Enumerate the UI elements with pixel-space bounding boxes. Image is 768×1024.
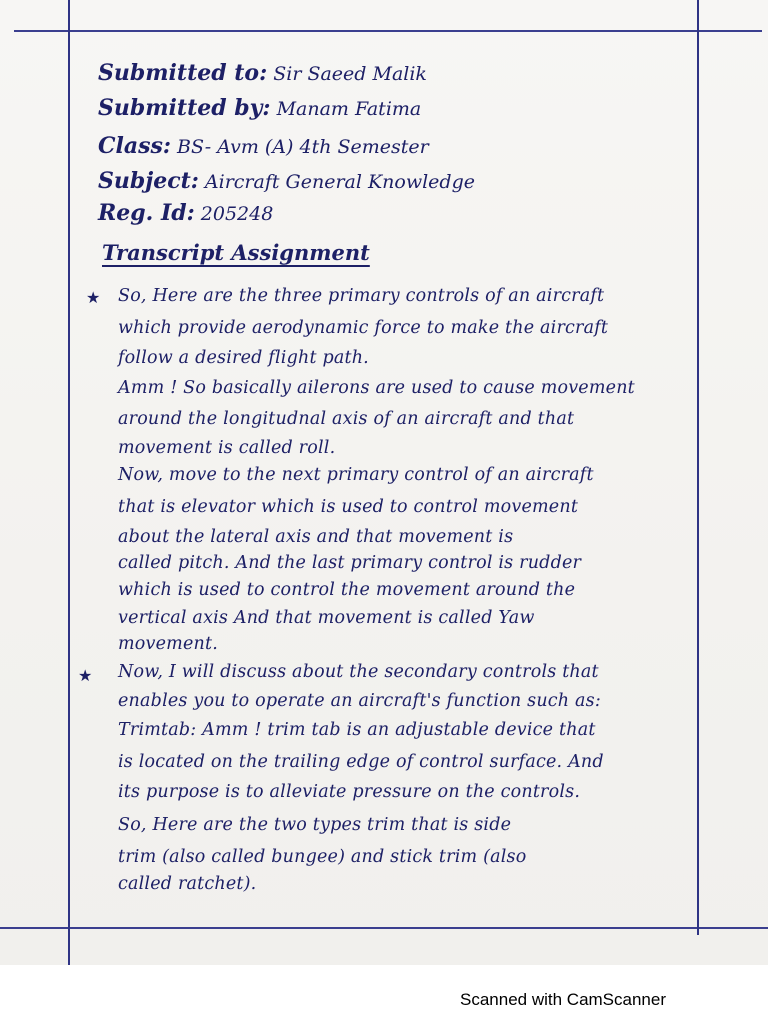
submitted-by-label: Submitted by:	[98, 95, 271, 121]
body-line: Now, I will discuss about the secondary controls that	[118, 662, 599, 682]
body-line: is located on the trailing edge of control surface. And	[118, 752, 604, 772]
class-value: BS- Avm (A) 4th Semester	[177, 136, 429, 158]
right-margin-line	[697, 0, 699, 935]
scanner-watermark: Scanned with CamScanner	[460, 990, 667, 1009]
body-line: movement.	[118, 634, 218, 654]
class-label: Class:	[98, 133, 172, 159]
body-line: which provide aerodynamic force to make the aircraft	[118, 318, 609, 338]
body-line: Trimtab: Amm ! trim tab is an adjustable device that	[118, 720, 596, 740]
bullet-star-icon: ★	[78, 666, 93, 685]
subject-row	[98, 168, 475, 194]
subject-label: Subject:	[98, 168, 199, 194]
body-line: follow a desired flight path.	[118, 348, 369, 368]
reg-id-label: Reg. Id:	[98, 200, 195, 226]
body-line: enables you to operate an aircraft's function such as:	[118, 691, 601, 711]
bullet-star-icon: ★	[86, 288, 101, 307]
assignment-title: Transcript Assignment	[102, 240, 370, 265]
submitted-by-value: Manam Fatima	[276, 98, 422, 120]
body-line: vertical axis And that movement is called Yaw	[118, 608, 535, 628]
bottom-rule	[0, 927, 768, 929]
left-margin-line	[68, 0, 70, 965]
submitted-to-value: Sir Saeed Malik	[273, 63, 427, 85]
class-row	[98, 133, 429, 159]
submitted-to-label: Submitted to:	[98, 60, 268, 86]
top-rule	[14, 30, 762, 32]
reg-id-row	[98, 200, 273, 226]
body-line: movement is called roll.	[118, 438, 336, 458]
body-line: called ratchet).	[118, 874, 257, 894]
body-line: trim (also called bungee) and stick trim (also	[118, 847, 527, 867]
reg-id-value: 205248	[200, 203, 274, 225]
body-line: Now, move to the next primary control of an aircraft	[118, 465, 594, 485]
body-line: called pitch. And the last primary control is rudder	[118, 553, 582, 573]
body-line: its purpose is to alleviate pressure on the controls.	[118, 782, 581, 802]
body-line: So, Here are the three primary controls of an aircraft	[118, 286, 605, 306]
body-line: Amm ! So basically ailerons are used to cause movement	[118, 378, 635, 398]
body-line: about the lateral axis and that movement is	[118, 527, 514, 547]
body-line: So, Here are the two types trim that is side	[118, 815, 512, 835]
submitted-to-row	[98, 60, 427, 86]
body-line: which is used to control the movement around the	[118, 580, 576, 600]
body-line: around the longitudnal axis of an aircraft and that	[118, 409, 575, 429]
submitted-by-row	[98, 95, 421, 121]
subject-value: Aircraft General Knowledge	[204, 171, 475, 193]
body-line: that is elevator which is used to control movement	[118, 497, 579, 517]
